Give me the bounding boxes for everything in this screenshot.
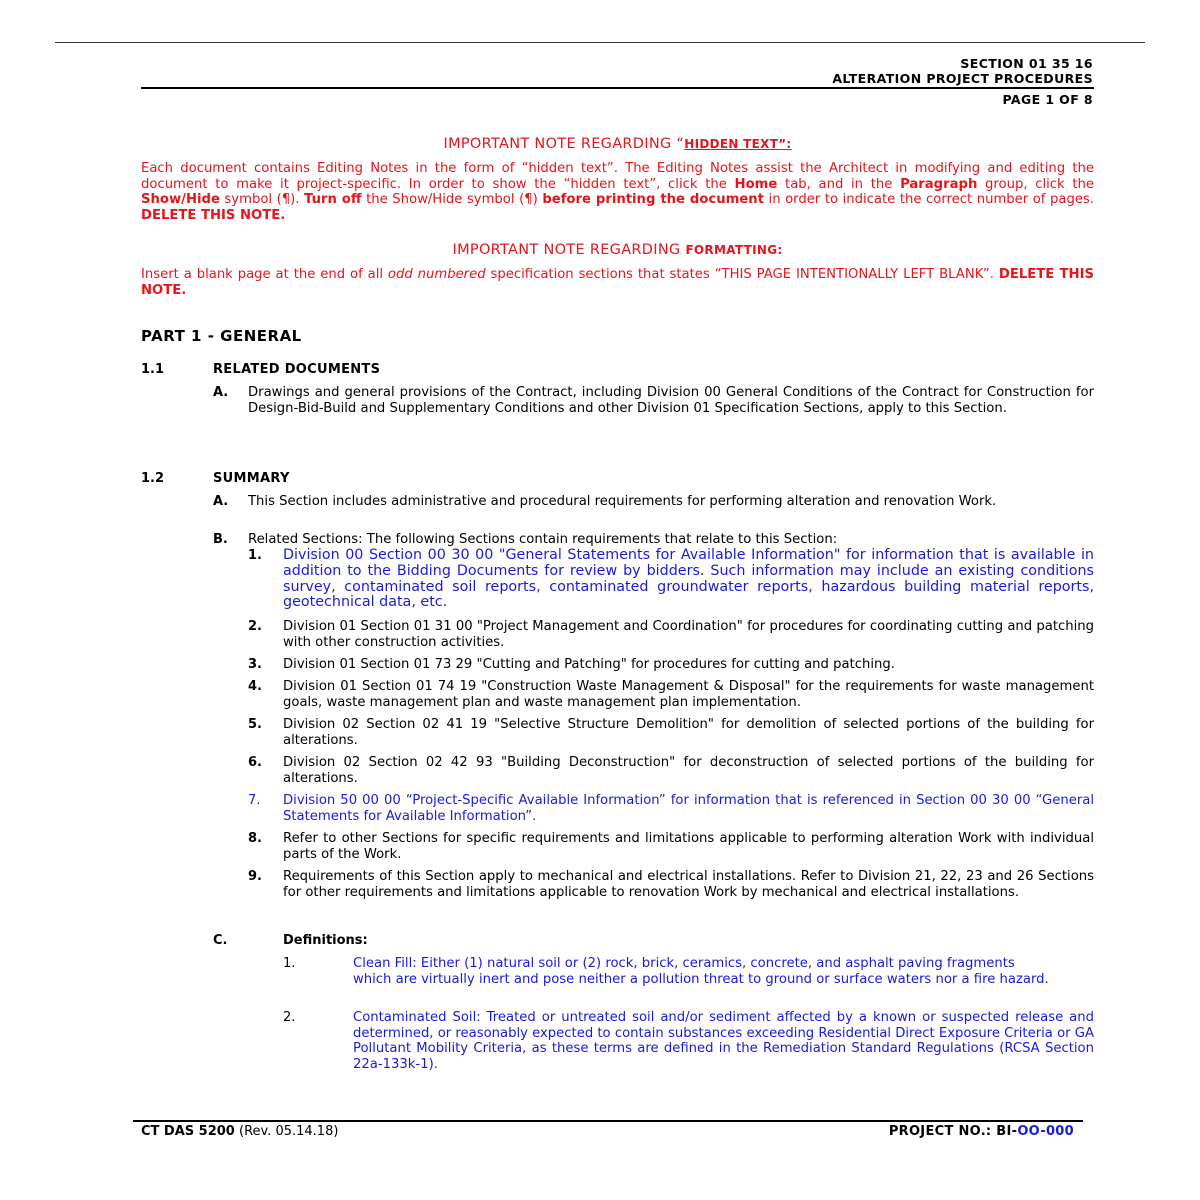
item-number: 7. [248, 793, 261, 808]
paragraph-label: C. [213, 933, 228, 948]
list-item: Division 01 Section 01 31 00 "Project Management and Coordination" for procedures for coordinating cutting and patching with other construction activities. [283, 619, 1094, 650]
header-section-number: SECTION 01 35 16 [960, 56, 1093, 71]
definition-number: 1. [283, 956, 296, 971]
header-rule [141, 87, 1094, 89]
list-item: Division 02 Section 02 41 19 "Selective Structure Demolition" for demolition of selected portions of the building for alterations. [283, 717, 1094, 748]
related-sections-intro: Related Sections: The following Sections contain requirements that relate to this Section: [248, 532, 838, 547]
list-item: Division 00 Section 00 30 00 "General Statements for Available Information" for information that is available in addition to the Bidding Documents for review by bidders. Such information may include an existing conditions survey, contaminated soil reports, contaminated groundwater reports, hazardous building material reports, geotechnical data, etc. [283, 547, 1094, 611]
item-number: 6. [248, 755, 262, 770]
item-number: 9. [248, 869, 262, 884]
paragraph-label: A. [213, 494, 229, 509]
definitions-heading: Definitions: [283, 933, 368, 948]
header-page-number: PAGE 1 OF 8 [1002, 92, 1093, 107]
footer-project-number: PROJECT NO.: BI-OO-000 [888, 1124, 1074, 1139]
list-item: Division 50 00 00 “Project-Specific Available Information” for information that is referenced in Section 00 30 00 “General Statements for Available Information”. [283, 793, 1094, 824]
item-number: 5. [248, 717, 262, 732]
list-item: Division 01 Section 01 74 19 "Construction Waste Management & Disposal" for the requirements for waste management goals, waste management plan and waste management plan implementation. [283, 679, 1094, 710]
definition-contaminated-soil: Contaminated Soil: Treated or untreated soil and/or sediment affected by a known or suspected release and determined, or reasonably expected to contain substances exceeding Residential Direct Exposure Criteria or GA Pollutant Mobility Criteria, as these terms are defined in the Remediation Standard Regulations (RCSA Section 22a-133k-1). [353, 1010, 1094, 1072]
part1-heading: PART 1 - GENERAL [141, 327, 302, 345]
article-1-1-title: RELATED DOCUMENTS [213, 362, 381, 377]
article-1-1-number: 1.1 [141, 362, 165, 377]
article-1-2-number: 1.2 [141, 471, 165, 486]
note1-body: Each document contains Editing Notes in the form of “hidden text”. The Editing Notes assist the Architect in modifying and editing the document to make it project-specific. In order to show the “hidden text”, click the Home tab, and in the Paragraph group, click the Show/Hide symbol (¶). Turn off the Show/Hide symbol (¶) before printing the document in order to indicate the correct number of pages. DELETE THIS NOTE. [141, 161, 1095, 223]
item-number: 3. [248, 657, 262, 672]
list-item: Requirements of this Section apply to mechanical and electrical installations. Refer to Division 21, 22, 23 and 26 Sections for other requirements and limitations applicable to renovation Work by mechanical and electrical installations. [283, 869, 1094, 900]
item-number: 2. [248, 619, 262, 634]
list-item: Refer to other Sections for specific requirements and limitations applicable to performing alteration Work with individual parts of the Work. [283, 831, 1094, 862]
paragraph-label: B. [213, 532, 228, 547]
footer-form-id: CT DAS 5200 (Rev. 05.14.18) [141, 1124, 339, 1139]
item-number: 4. [248, 679, 262, 694]
definition-number: 2. [283, 1010, 296, 1025]
article-1-2-title: SUMMARY [213, 471, 290, 486]
paragraph-label: A. [213, 385, 229, 400]
note1-title: IMPORTANT NOTE REGARDING “HIDDEN TEXT”: [443, 136, 792, 152]
note2-body: Insert a blank page at the end of all odd numbered specification sections that states “THIS PAGE INTENTIONALLY LEFT BLANK”. DELETE THIS NOTE. [141, 267, 1094, 298]
note2-title: IMPORTANT NOTE REGARDING FORMATTING: [452, 242, 783, 258]
item-number: 1. [248, 548, 262, 563]
page-top-edge [55, 42, 1145, 43]
list-item: Division 02 Section 02 42 93 "Building Deconstruction" for deconstruction of selected portions of the building for alterations. [283, 755, 1094, 786]
related-documents-text: Drawings and general provisions of the Contract, including Division 00 General Conditions of the Contract for Construction for Design-Bid-Build and Supplementary Conditions and other Division 01 Specification Sections, apply to this Section. [248, 385, 1094, 416]
definition-clean-fill: Clean Fill: Either (1) natural soil or (2) rock, brick, ceramics, concrete, and asphalt paving fragments which are virtually inert and pose neither a pollution threat to ground or surface waters nor a fire hazard. [353, 956, 1049, 987]
item-number: 8. [248, 831, 262, 846]
list-item: Division 01 Section 01 73 29 "Cutting and Patching" for procedures for cutting and patching. [283, 657, 895, 672]
header-section-title: ALTERATION PROJECT PROCEDURES [832, 71, 1093, 86]
footer-rule [133, 1120, 1083, 1122]
summary-text: This Section includes administrative and procedural requirements for performing alteration and renovation Work. [248, 494, 997, 509]
